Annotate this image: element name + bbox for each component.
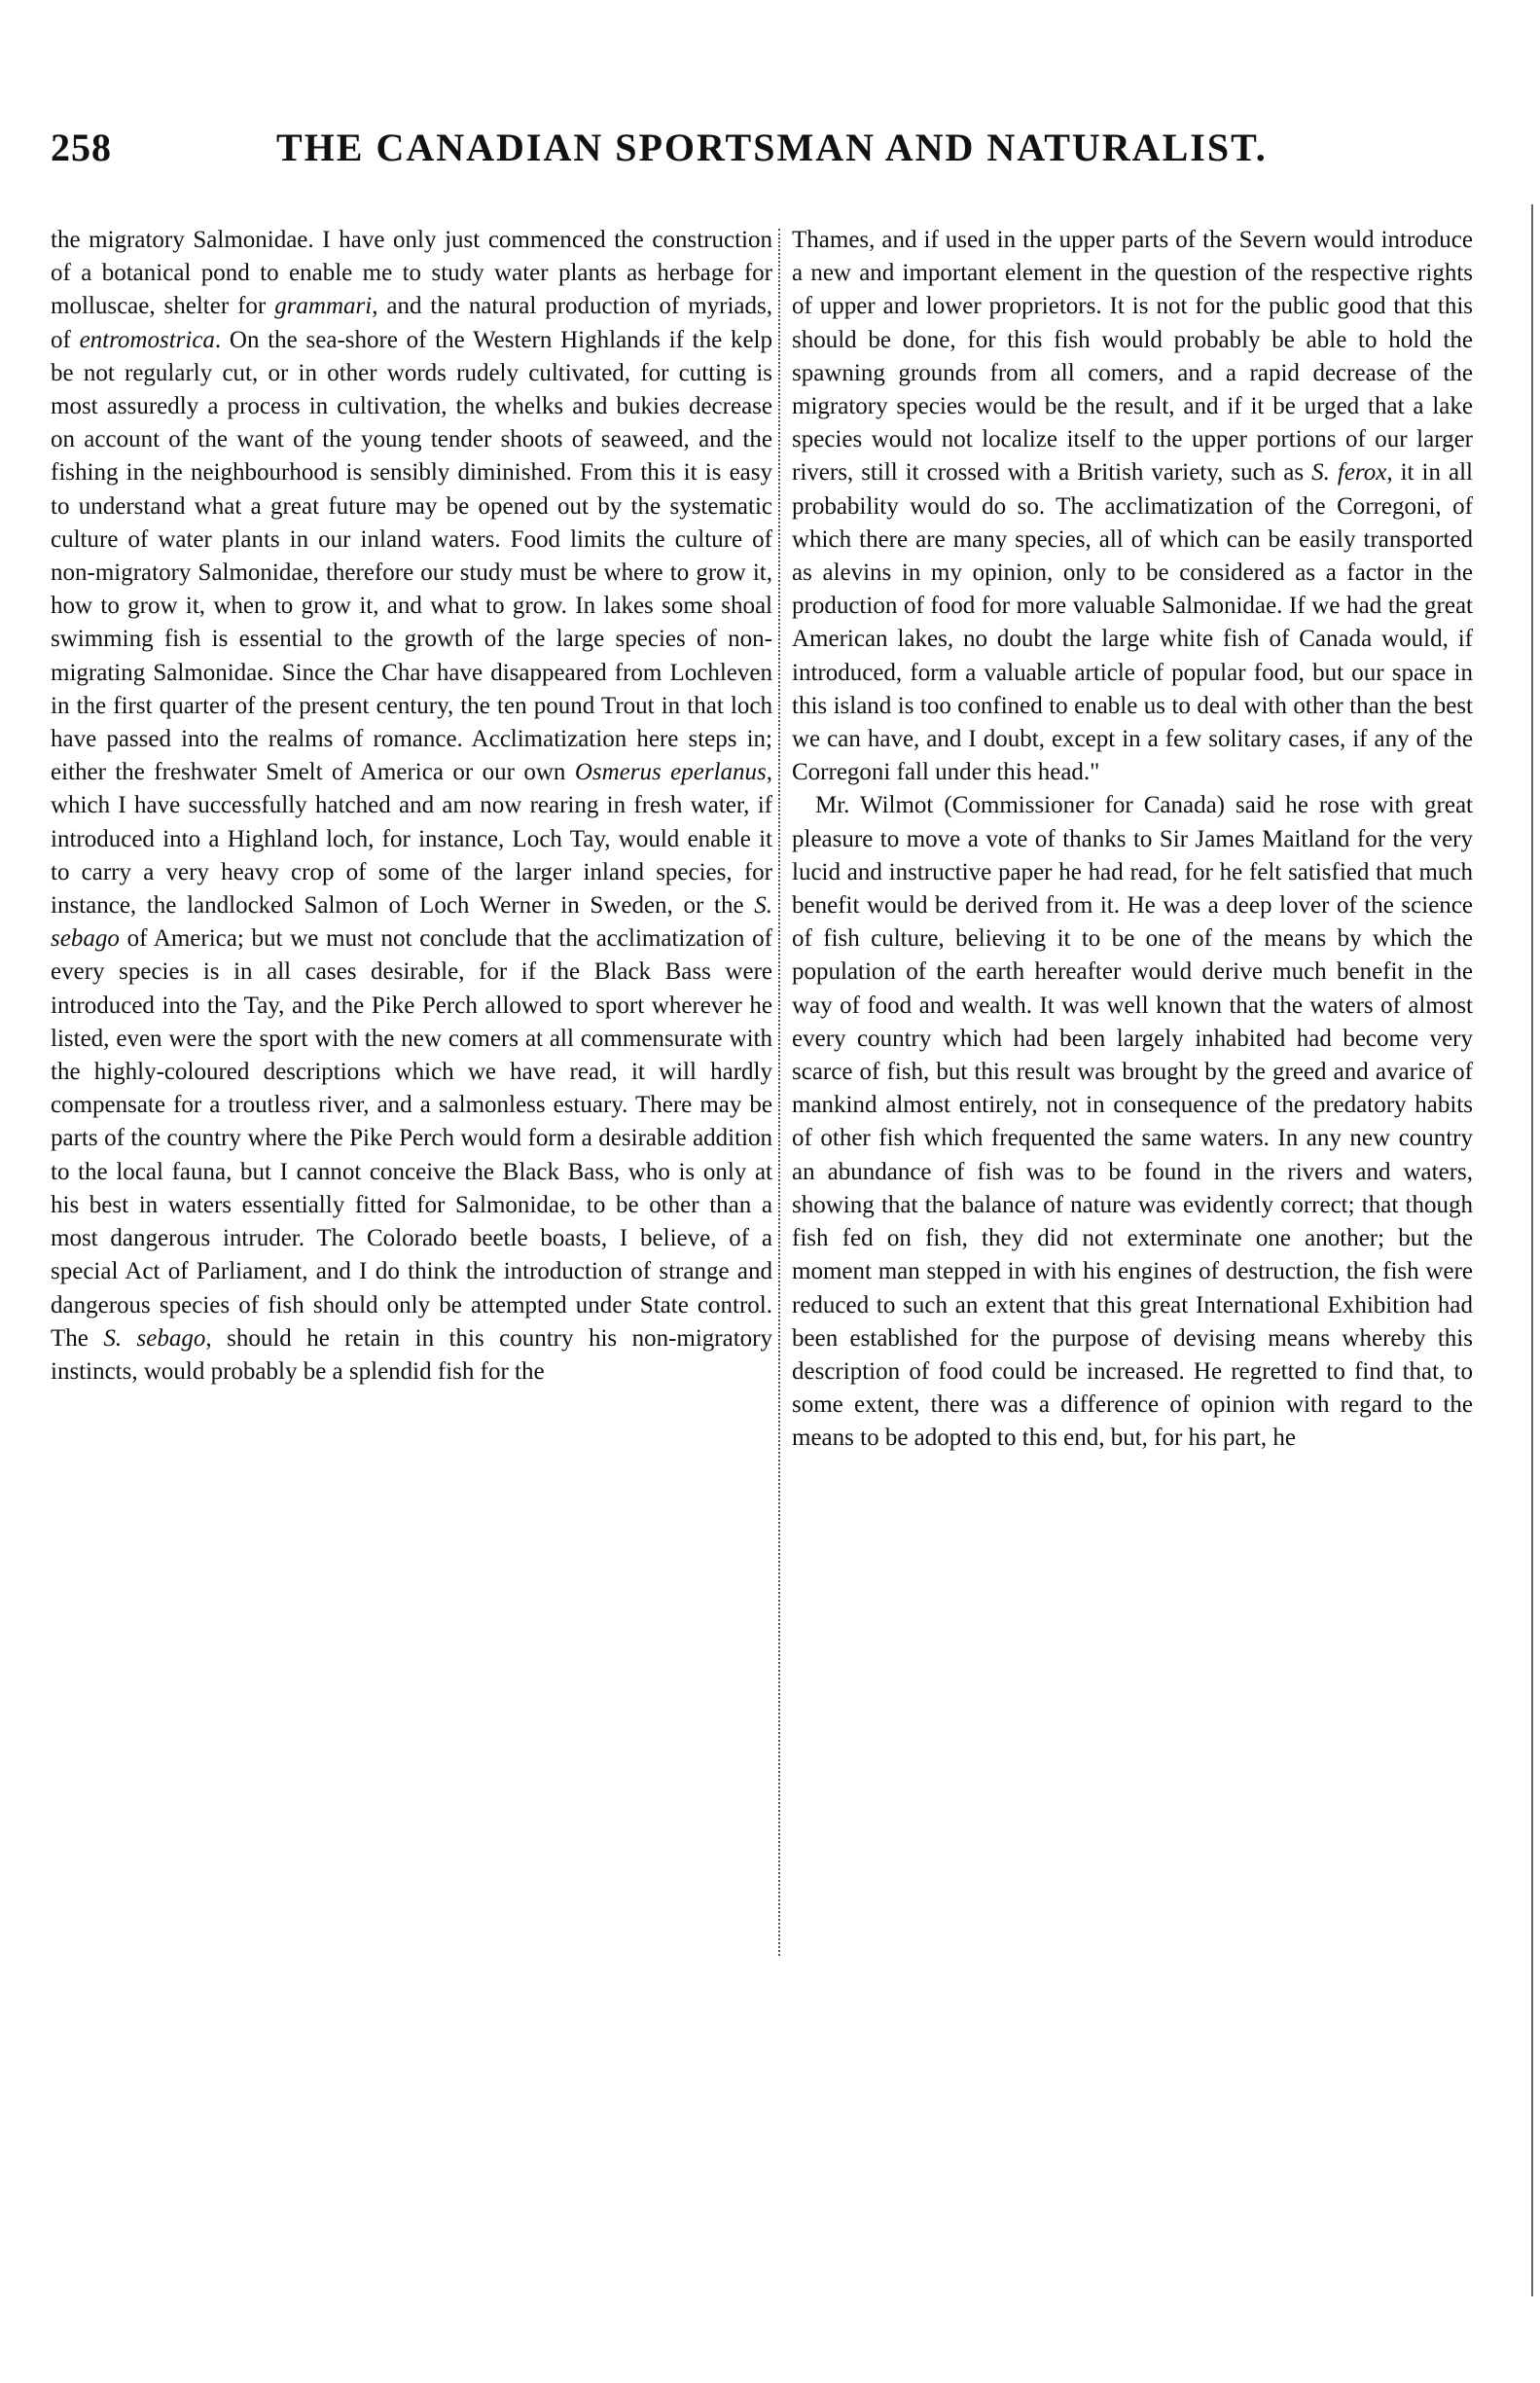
right-column-paragraph: Mr. Wilmot (Commissioner for Canada) said he rose with great pleasure to move a vote of thanks to Sir James Maitland for the very lucid and instructive paper he had read, for he felt satisfied that much benefit would be derived from it. He was a deep lover of the science of fish culture, believing it to be one of the means by which the population of the earth hereafter would derive much benefit in the way of food and wealth. It was well known that the waters of almost every country which had been largely inhabited had become very scarce of fish, but this result was brought by the greed and avarice of mankind almost entirely, not in consequence of the predatory habits of other fish which frequented the same waters. In any new country an abundance of fish was to be found in the rivers and waters, showing that the balance of nature was evidently correct; that though fish fed on fish, they did not exterminate one another; but the moment man stepped in with his engines of destruction, the fish were reduced to such an extent that this great International Exhibition had been established for the purpose of devising means whereby this description of food could be increased. He regretted to find that, to some extent, there was a difference of opinion with regard to the means to be adopted to this end, but, for his part, he [792,792,1473,1452]
text-run: , which I have successfully hatched and am now rearing in fresh water, if introduced into a Highland loch, for instance, Loch Tay, would enable it to carry a very heavy crop of some of the larger inland species, for instance, the landlocked Salmon of Loch Werner in Sweden, or the [51,759,772,920]
text-run: of America; but we must not conclude that the acclimatization of every species is in all cases desirable, for if the Black Bass were introduced into the Tay, and the Pike Perch allowed to sport wherever he listed, even were the sport with the new comers at all commensurate with the highly-coloured descriptions which we have read, it will hardly compensate for a troutless river, and a salmonless estuary. There may be parts of the country where the Pike Perch would form a desirable addition to the local fauna, but I cannot conceive the Black Bass, who is only at his best in waters essentially fitted for Salmonidae, to be other than a most dangerous intruder. The Colorado beetle boasts, I believe, of a special Act of Parliament, and I do think the introduction of strange and dangerous species of fish should only be attempted under State control. The [51,925,772,1352]
left-column [51,224,772,1389]
page-edge-line [1531,204,1533,2296]
text-run: . On the sea-shore of the Western Highlands if the kelp be not regularly cut, or in other words rudely cultivated, for cutting is most assuredly a process in cultivation, the whelks and bukies decrease on account of the want of the young tender shoots of seaweed, and the fishing in the neighbourhood is sensibly diminished. From this it is easy to understand what a great future may be opened out by the systematic culture of water plants in our inland waters. Food limits the culture of non-migratory Salmonidae, therefore our study must be where to grow it, how to grow it, when to grow it, and what to grow. In lakes some shoal swimming fish is essential to the growth of the large species of non-migrating Salmonidae. Since the Char have disappeared from Lochleven in the first quarter of the present century, the ten pound Trout in that loch have passed into the realms of romance. Acclimatization here steps in; either the freshwater Smelt of America or our own [51,326,772,786]
page-header [51,125,1451,183]
page-number: 258 [51,126,112,169]
italic-term: entromostrica [79,326,215,353]
text-run: the migratory Salmonidae. I have only just commenced the construction of a botanical pond to enable me to study water plants as herbage for molluscae, shelter for [51,227,772,320]
italic-term: Osmerus eperlanus [574,759,767,786]
column-divider [778,229,780,1956]
text-run: Thames, and if used in the upper parts of the Severn would introduce a new and important element in the question of the respective rights of upper and lower proprietors. It is not for the public good that this should be done, for this fish would probably be able to hold the spawning grounds from all comers, and a rapid decrease of the migratory species would be the result, and if it be urged that a lake species would not localize itself to the upper portions of our larger rivers, still it crossed with a British variety, such as [792,227,1473,487]
text-run: , should he retain in this country his non-migratory instincts, would probably be a splendid fish for the [51,1324,772,1385]
text-run: , it in all probability would do so. The acclimatization of the Corregoni, of which there are many species, all of which can be easily transported as alevins in my opinion, only to be considered as a factor in the production of food for more valuable Salmonidae. If we had the great American lakes, no doubt the large white fish of Canada would, if introduced, form a valuable article of popular food, but our space in this island is too confined to enable us to deal with other than the best we can have, and I doubt, except in a few solitary cases, if any of the Corregoni fall under this head." [792,459,1473,786]
right-column [792,224,1473,1456]
left-column-paragraph [51,224,772,1389]
italic-term: grammari [274,293,373,320]
right-column-paragraph [792,224,1473,789]
text-run: , and the natural production of myriads, of [51,293,772,353]
running-title: THE CANADIAN SPORTSMAN AND NATURALIST. [276,126,1268,169]
italic-term: S. sebago [51,892,772,953]
italic-term: S. ferox [1311,459,1387,487]
italic-term: S. sebago [103,1324,206,1352]
